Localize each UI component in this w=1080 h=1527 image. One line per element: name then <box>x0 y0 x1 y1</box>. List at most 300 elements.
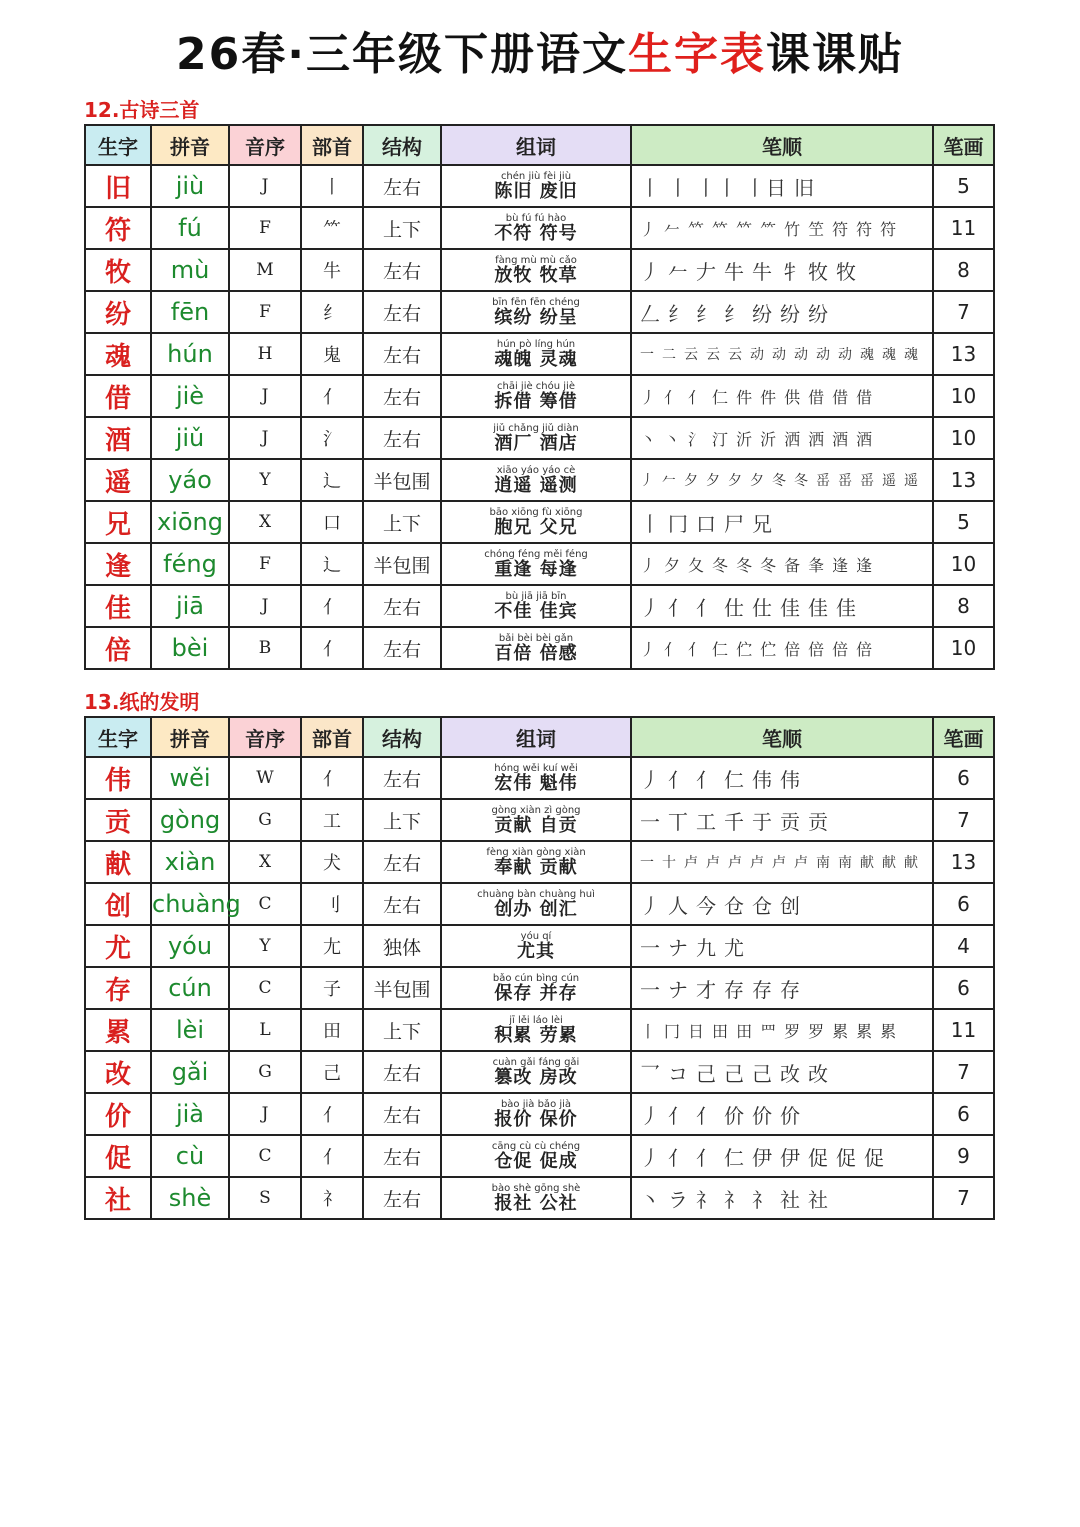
word-group <box>441 375 631 417</box>
stroke-step: 供 <box>784 387 802 407</box>
structure: 左右 <box>363 249 441 291</box>
char-table <box>84 124 995 670</box>
table-row <box>85 417 994 459</box>
word-pinyin: bǎo cún bìng cún <box>492 972 580 984</box>
stroke-step: 丨 <box>640 511 661 536</box>
header-pinyin: 拼音 <box>151 717 229 757</box>
stroke-count: 13 <box>933 841 994 883</box>
stroke-step: 卢 <box>728 855 743 871</box>
word-group <box>441 1093 631 1135</box>
stroke-step: 罒 <box>760 1021 778 1041</box>
stroke-step: 佳 <box>808 595 829 620</box>
stroke-step: 符 <box>856 219 874 239</box>
stroke-step: 冬 <box>736 555 754 575</box>
word-text: 百倍 倍感 <box>494 642 578 664</box>
stroke-step: 献 <box>904 855 919 871</box>
stroke-step: 丿 <box>640 555 658 575</box>
stroke-step: 𠂉 <box>662 473 677 489</box>
stroke-step: 礻 <box>752 1187 773 1212</box>
structure: 上下 <box>363 1009 441 1051</box>
word-group <box>441 249 631 291</box>
stroke-step: 夕 <box>664 555 682 575</box>
stroke-step: 伫 <box>760 639 778 659</box>
stroke-step: 夕 <box>750 473 765 489</box>
sequence-letter: Y <box>229 925 301 967</box>
structure: 左右 <box>363 627 441 669</box>
word-group <box>441 925 631 967</box>
stroke-step: 借 <box>808 387 826 407</box>
pinyin: féng <box>151 543 229 585</box>
stroke-step: 丿 <box>640 639 658 659</box>
stroke-step: 社 <box>808 1187 829 1212</box>
table-row <box>85 627 994 669</box>
word-pinyin: hóng wěi kuí wěi <box>494 762 578 774</box>
stroke-step: 今 <box>696 893 717 918</box>
table-row <box>85 1177 994 1219</box>
stroke-step: 倍 <box>856 639 874 659</box>
word-group <box>441 333 631 375</box>
stroke-step: 沂 <box>760 429 778 449</box>
stroke-count: 10 <box>933 543 994 585</box>
sequence-letter: G <box>229 1051 301 1093</box>
stroke-step: 遥 <box>882 473 897 489</box>
sequence-letter: X <box>229 841 301 883</box>
word-pinyin: bīn fēn fēn chéng <box>492 296 580 308</box>
pinyin: jiù <box>151 165 229 207</box>
new-character: 借 <box>85 375 151 417</box>
new-character: 累 <box>85 1009 151 1051</box>
stroke-step: 魂 <box>882 347 897 363</box>
stroke-step: 存 <box>780 977 801 1002</box>
stroke-step: 促 <box>808 1145 829 1170</box>
table-row <box>85 207 994 249</box>
table-row <box>85 585 994 627</box>
stroke-count: 8 <box>933 249 994 291</box>
stroke-count: 10 <box>933 375 994 417</box>
pinyin: gǎi <box>151 1051 229 1093</box>
stroke-step: 夕 <box>728 473 743 489</box>
stroke-step: 云 <box>728 347 743 363</box>
stroke-step: 改 <box>780 1061 801 1086</box>
word-group <box>441 799 631 841</box>
word-group <box>441 757 631 799</box>
stroke-step: 卢 <box>706 855 721 871</box>
structure: 左右 <box>363 1051 441 1093</box>
new-character: 符 <box>85 207 151 249</box>
stroke-step: 亻 <box>668 1145 689 1170</box>
stroke-step: 亻 <box>664 639 682 659</box>
header-radical: 部首 <box>301 717 363 757</box>
stroke-step: 动 <box>816 347 831 363</box>
sequence-letter: L <box>229 1009 301 1051</box>
word-text: 缤纷 纷呈 <box>494 306 578 328</box>
stroke-step: 氵 <box>688 429 706 449</box>
stroke-step: 改 <box>808 1061 829 1086</box>
word-text: 不符 符号 <box>494 222 578 244</box>
header-radical: 部首 <box>301 125 363 165</box>
word-pinyin: chóng féng měi féng <box>484 548 588 560</box>
stroke-step: 丅 <box>668 809 689 834</box>
word-group <box>441 627 631 669</box>
radical: 亻 <box>301 1093 363 1135</box>
stroke-count: 13 <box>933 333 994 375</box>
stroke-order <box>631 883 933 925</box>
sequence-letter: Y <box>229 459 301 501</box>
stroke-step: 亻 <box>668 595 689 620</box>
word-pinyin: bào jià bǎo jià <box>500 1098 572 1110</box>
structure: 左右 <box>363 883 441 925</box>
table-row <box>85 375 994 417</box>
stroke-step: 丿 <box>640 595 661 620</box>
stroke-step: 逢 <box>856 555 874 575</box>
radical: 亻 <box>301 585 363 627</box>
word-text: 奉献 贡献 <box>494 856 578 878</box>
stroke-step: 一 <box>640 977 661 1002</box>
stroke-count: 4 <box>933 925 994 967</box>
stroke-order <box>631 1009 933 1051</box>
word-pinyin: bǎi bèi bèi gǎn <box>498 632 574 644</box>
new-character: 魂 <box>85 333 151 375</box>
word-text: 陈旧 废旧 <box>494 180 578 202</box>
header-structure: 结构 <box>363 125 441 165</box>
header-words: 组词 <box>441 125 631 165</box>
table-row <box>85 1051 994 1093</box>
pinyin: yóu <box>151 925 229 967</box>
table-row <box>85 459 994 501</box>
structure: 上下 <box>363 207 441 249</box>
table-row <box>85 1009 994 1051</box>
stroke-step: 𠂇 <box>696 259 717 284</box>
stroke-step: 魂 <box>860 347 875 363</box>
title-prefix: 26春·三年级下册语文 <box>176 29 628 80</box>
header-row <box>85 717 994 757</box>
word-text: 创办 创汇 <box>494 898 578 920</box>
stroke-step: 促 <box>864 1145 885 1170</box>
stroke-count: 6 <box>933 883 994 925</box>
word-group <box>441 841 631 883</box>
stroke-step: 伟 <box>752 767 773 792</box>
page-title <box>0 18 1080 82</box>
word-pinyin: gòng xiàn zì gòng <box>491 804 581 816</box>
stroke-step: 丶 <box>640 429 658 449</box>
sequence-letter: C <box>229 967 301 1009</box>
new-character: 尤 <box>85 925 151 967</box>
stroke-count: 5 <box>933 165 994 207</box>
table-row <box>85 799 994 841</box>
word-group <box>441 1135 631 1177</box>
sequence-letter: J <box>229 165 301 207</box>
pinyin: gòng <box>151 799 229 841</box>
stroke-order <box>631 501 933 543</box>
stroke-step: ナ <box>668 977 689 1002</box>
radical: 己 <box>301 1051 363 1093</box>
stroke-step: 促 <box>836 1145 857 1170</box>
radical: 田 <box>301 1009 363 1051</box>
header-words: 组词 <box>441 717 631 757</box>
stroke-step: 冂 <box>664 1021 682 1041</box>
stroke-step: 己 <box>696 1061 717 1086</box>
stroke-step: 卢 <box>794 855 809 871</box>
structure: 半包围 <box>363 543 441 585</box>
stroke-step: 丨 <box>640 175 661 200</box>
structure: 左右 <box>363 375 441 417</box>
stroke-step: 一 <box>640 347 655 363</box>
word-text: 仓促 促成 <box>494 1150 578 1172</box>
stroke-step: 冂 <box>668 511 689 536</box>
stroke-count: 10 <box>933 627 994 669</box>
stroke-step: 贡 <box>780 809 801 834</box>
word-text: 酒厂 酒店 <box>494 432 578 454</box>
new-character: 改 <box>85 1051 151 1093</box>
stroke-step: 丿 <box>640 219 658 239</box>
new-character: 逢 <box>85 543 151 585</box>
stroke-step: 九 <box>696 935 717 960</box>
word-group <box>441 291 631 333</box>
pinyin: xiàn <box>151 841 229 883</box>
pinyin: yáo <box>151 459 229 501</box>
word-pinyin: bāo xiōng fù xiōng <box>489 506 583 518</box>
stroke-step: 累 <box>856 1021 874 1041</box>
stroke-step: 亻 <box>688 639 706 659</box>
sequence-letter: C <box>229 883 301 925</box>
radical: 犬 <box>301 841 363 883</box>
stroke-step: 夕 <box>684 473 699 489</box>
pinyin: wěi <box>151 757 229 799</box>
stroke-order <box>631 375 933 417</box>
stroke-step: 贡 <box>808 809 829 834</box>
stroke-count: 13 <box>933 459 994 501</box>
new-character: 佳 <box>85 585 151 627</box>
word-pinyin: hún pò líng hún <box>496 338 576 350</box>
structure: 左右 <box>363 417 441 459</box>
table-row <box>85 333 994 375</box>
stroke-step: 倍 <box>784 639 802 659</box>
new-character: 酒 <box>85 417 151 459</box>
stroke-step: 丨 <box>640 1021 658 1041</box>
stroke-step: 动 <box>772 347 787 363</box>
sequence-letter: W <box>229 757 301 799</box>
sequence-letter: S <box>229 1177 301 1219</box>
stroke-step: 丿 <box>640 473 655 489</box>
sequence-letter: C <box>229 1135 301 1177</box>
stroke-step: ナ <box>668 935 689 960</box>
sequence-letter: F <box>229 543 301 585</box>
stroke-step: 竹 <box>784 219 802 239</box>
stroke-order <box>631 1177 933 1219</box>
stroke-step: 纷 <box>752 301 773 326</box>
stroke-step: 乛 <box>640 1061 661 1086</box>
new-character: 存 <box>85 967 151 1009</box>
stroke-step: 仕 <box>752 595 773 620</box>
stroke-step: 一 <box>640 855 655 871</box>
sequence-letter: J <box>229 585 301 627</box>
stroke-step: 十 <box>662 855 677 871</box>
stroke-step: 酒 <box>832 429 850 449</box>
word-group <box>441 585 631 627</box>
stroke-step: 丨日 <box>745 175 787 200</box>
word-text: 魂魄 灵魂 <box>494 348 578 370</box>
stroke-step: 田 <box>712 1021 730 1041</box>
stroke-step: 冬 <box>712 555 730 575</box>
table-row <box>85 883 994 925</box>
new-character: 伟 <box>85 757 151 799</box>
stroke-step: 丨丨 <box>696 175 738 200</box>
stroke-count: 7 <box>933 1177 994 1219</box>
word-group <box>441 1177 631 1219</box>
word-pinyin: fèng xiàn gòng xiàn <box>486 846 586 858</box>
stroke-step: 丿 <box>640 387 658 407</box>
stroke-step: 仁 <box>724 767 745 792</box>
stroke-step: 仓 <box>752 893 773 918</box>
stroke-step: ⺮ <box>760 219 778 239</box>
stroke-step: 己 <box>724 1061 745 1086</box>
stroke-step: 倍 <box>832 639 850 659</box>
new-character: 倍 <box>85 627 151 669</box>
word-text: 报价 保价 <box>494 1108 578 1130</box>
stroke-order <box>631 627 933 669</box>
stroke-step: 倍 <box>808 639 826 659</box>
header-structure: 结构 <box>363 717 441 757</box>
stroke-step: 伫 <box>736 639 754 659</box>
radical: 鬼 <box>301 333 363 375</box>
stroke-count: 7 <box>933 1051 994 1093</box>
word-text: 胞兄 父兄 <box>494 516 578 538</box>
word-text: 重逢 每逢 <box>494 558 578 580</box>
stroke-step: 献 <box>882 855 897 871</box>
stroke-step: 𠂉 <box>668 259 689 284</box>
word-group <box>441 883 631 925</box>
stroke-step: 己 <box>752 1061 773 1086</box>
word-group <box>441 459 631 501</box>
word-pinyin: chuàng bàn chuàng huì <box>477 888 595 900</box>
stroke-step: 件 <box>760 387 778 407</box>
word-text: 放牧 牧草 <box>494 264 578 286</box>
stroke-step: 兄 <box>752 511 773 536</box>
stroke-step: 伊 <box>752 1145 773 1170</box>
sequence-letter: F <box>229 291 301 333</box>
word-text: 不佳 佳宾 <box>494 600 578 622</box>
stroke-step: 丿 <box>640 1103 661 1128</box>
title-highlight: 生字表 <box>627 29 766 80</box>
stroke-order <box>631 291 933 333</box>
new-character: 创 <box>85 883 151 925</box>
stroke-step: 罗 <box>808 1021 826 1041</box>
stroke-step: 价 <box>724 1103 745 1128</box>
stroke-step: 南 <box>838 855 853 871</box>
table-row <box>85 249 994 291</box>
pinyin: bèi <box>151 627 229 669</box>
word-group <box>441 1051 631 1093</box>
stroke-step: 卢 <box>750 855 765 871</box>
stroke-step: 夆 <box>808 555 826 575</box>
header-sequence: 音序 <box>229 125 301 165</box>
stroke-count: 9 <box>933 1135 994 1177</box>
stroke-order <box>631 799 933 841</box>
stroke-step: 纟 <box>668 301 689 326</box>
word-text: 宏伟 魁伟 <box>494 772 578 794</box>
stroke-step: 牛 <box>752 259 773 284</box>
word-group <box>441 417 631 459</box>
stroke-step: 礻 <box>724 1187 745 1212</box>
table-row <box>85 165 994 207</box>
stroke-step: 南 <box>816 855 831 871</box>
stroke-step: 亻 <box>664 387 682 407</box>
stroke-step: 冬 <box>772 473 787 489</box>
stroke-count: 6 <box>933 1093 994 1135</box>
stroke-step: 符 <box>832 219 850 239</box>
structure: 左右 <box>363 1177 441 1219</box>
stroke-order <box>631 333 933 375</box>
stroke-step: 仓 <box>724 893 745 918</box>
stroke-order <box>631 1051 933 1093</box>
stroke-step: 价 <box>780 1103 801 1128</box>
stroke-step: 仁 <box>712 639 730 659</box>
structure: 上下 <box>363 799 441 841</box>
stroke-step: 牜 <box>780 259 801 284</box>
stroke-step: 𠂉 <box>664 219 682 239</box>
radical: 辶 <box>301 459 363 501</box>
stroke-step: 佳 <box>836 595 857 620</box>
stroke-step: 动 <box>838 347 853 363</box>
stroke-step: 汀 <box>712 429 730 449</box>
stroke-order <box>631 841 933 883</box>
new-character: 促 <box>85 1135 151 1177</box>
stroke-step: 佳 <box>780 595 801 620</box>
header-stroke-count: 笔画 <box>933 125 994 165</box>
stroke-step: 才 <box>696 977 717 1002</box>
stroke-count: 5 <box>933 501 994 543</box>
sequence-letter: X <box>229 501 301 543</box>
pinyin: fēn <box>151 291 229 333</box>
stroke-step: 牧 <box>836 259 857 284</box>
structure: 左右 <box>363 757 441 799</box>
stroke-count: 7 <box>933 799 994 841</box>
stroke-step: 借 <box>856 387 874 407</box>
sequence-letter: G <box>229 799 301 841</box>
pinyin: hún <box>151 333 229 375</box>
pinyin: cún <box>151 967 229 1009</box>
pinyin: xiōng <box>151 501 229 543</box>
section-lesson-12 <box>84 96 993 670</box>
header-char: 生字 <box>85 717 151 757</box>
word-text: 篡改 房改 <box>494 1066 578 1088</box>
stroke-step: 沂 <box>736 429 754 449</box>
word-group <box>441 207 631 249</box>
stroke-step: 洒 <box>784 429 802 449</box>
stroke-step: 仁 <box>712 387 730 407</box>
stroke-step: 𥫗 <box>712 219 730 239</box>
stroke-step: 笁 <box>808 219 826 239</box>
stroke-step: 夕 <box>706 473 721 489</box>
stroke-step: 纟 <box>696 301 717 326</box>
word-text: 尤其 <box>517 940 555 962</box>
radical: 刂 <box>301 883 363 925</box>
stroke-step: 日 <box>688 1021 706 1041</box>
stroke-order <box>631 459 933 501</box>
structure: 左右 <box>363 585 441 627</box>
stroke-step: 累 <box>880 1021 898 1041</box>
new-character: 牧 <box>85 249 151 291</box>
radical: 口 <box>301 501 363 543</box>
word-pinyin: xiāo yáo yáo cè <box>496 464 576 476</box>
word-pinyin: yóu qí <box>520 930 552 942</box>
table-row <box>85 291 994 333</box>
structure: 左右 <box>363 1093 441 1135</box>
pinyin: jiǔ <box>151 417 229 459</box>
pinyin: mù <box>151 249 229 291</box>
table-row <box>85 967 994 1009</box>
stroke-step: 亻 <box>668 767 689 792</box>
